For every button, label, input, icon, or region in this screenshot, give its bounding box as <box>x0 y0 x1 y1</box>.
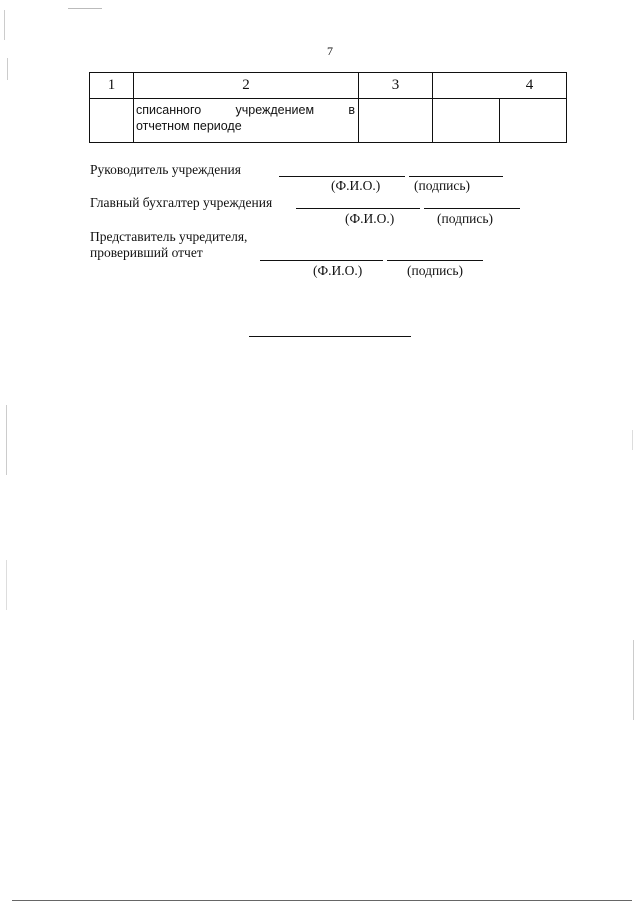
scan-artifact <box>6 405 7 475</box>
founder-name-caption: (Ф.И.О.) <box>313 263 363 278</box>
table-header-row <box>90 73 567 99</box>
description-word: в <box>348 103 355 117</box>
scan-artifact <box>7 58 8 80</box>
description-word: списанного <box>136 103 202 117</box>
header-cell-2: 2 <box>134 73 359 99</box>
table-cell-empty <box>433 99 500 143</box>
table-cell-empty <box>500 99 567 143</box>
scan-artifact <box>633 640 634 720</box>
accountant-name-caption: (Ф.И.О.) <box>345 211 395 226</box>
head-sign-line <box>409 176 503 177</box>
bottom-edge-line <box>12 900 632 901</box>
report-table <box>89 72 567 143</box>
founder-signature-label-line2: проверивший отчет <box>90 245 203 260</box>
scan-artifact <box>6 560 7 610</box>
head-name-line <box>279 176 405 177</box>
accountant-name-line <box>296 208 420 209</box>
header-cell-3: 3 <box>359 73 433 99</box>
founder-sign-caption: (подпись) <box>407 263 464 278</box>
page-number: 7 <box>327 44 333 58</box>
head-name-caption: (Ф.И.О.) <box>331 178 381 193</box>
founder-name-line <box>260 260 383 261</box>
header-cell-4-label: 4 <box>525 77 534 93</box>
description-line-2: отчетном периоде <box>136 119 242 133</box>
description-word: учреждением <box>235 103 315 117</box>
scan-artifact <box>68 8 102 9</box>
table-row <box>90 99 567 143</box>
accountant-signature-label: Главный бухгалтер учреждения <box>90 195 273 210</box>
header-cell-4 <box>433 73 567 99</box>
head-signature-label: Руководитель учреждения <box>90 162 241 177</box>
accountant-sign-line <box>424 208 520 209</box>
table-cell-empty <box>359 99 433 143</box>
end-of-document-line <box>249 336 411 337</box>
description-line-1 <box>136 102 355 118</box>
header-cell-1: 1 <box>90 73 134 99</box>
scan-artifact <box>632 430 633 450</box>
scan-artifact <box>4 10 5 40</box>
head-sign-caption: (подпись) <box>414 178 471 193</box>
founder-sign-line <box>387 260 483 261</box>
table-cell-empty <box>90 99 134 143</box>
founder-signature-label-line1: Представитель учредителя, <box>90 229 248 244</box>
accountant-sign-caption: (подпись) <box>437 211 494 226</box>
table-cell-description <box>134 99 359 143</box>
